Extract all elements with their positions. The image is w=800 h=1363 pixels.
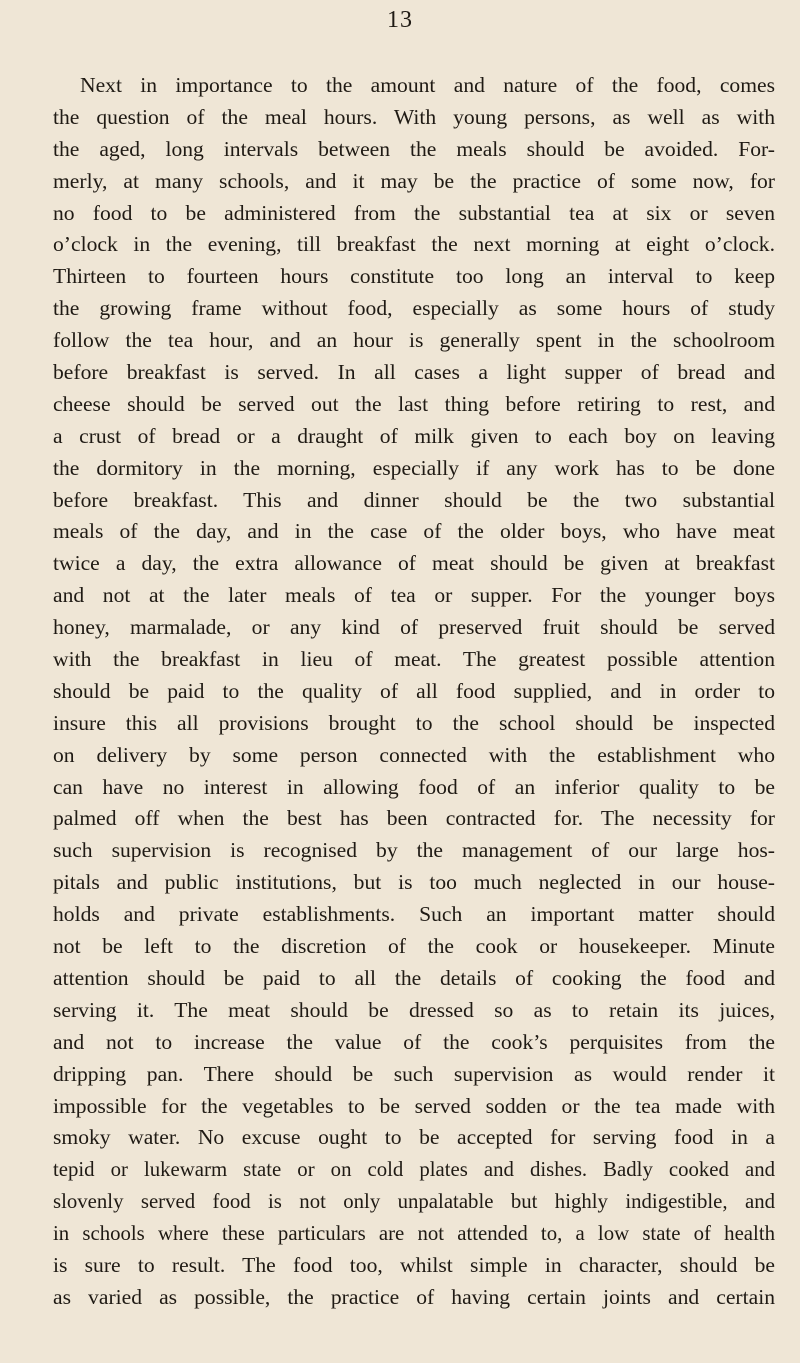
page-number: 13 <box>387 7 413 33</box>
text-line: in schools where these particulars are not attended to, a low state of health <box>53 1222 775 1246</box>
text-line: Thirteen to fourteen hours constitute too long an interval to keep <box>53 264 775 289</box>
text-line: insure this all provisions brought to the school should be inspected <box>53 710 775 735</box>
text-line: dripping pan. There should be such supervision as would render it <box>53 1061 775 1086</box>
text-line: and not at the later meals of tea or supper. For the younger boys <box>53 583 775 608</box>
text-line: and not to increase the value of the cook’s perquisites from the <box>53 1029 775 1054</box>
text-line: meals of the day, and in the case of the older boys, who have meat <box>53 519 775 544</box>
text-line: attention should be paid to all the details of cooking the food and <box>53 965 775 990</box>
text-line: follow the tea hour, and an hour is generally spent in the schoolroom <box>53 328 775 353</box>
text-line: cheese should be served out the last thing before retiring to rest, and <box>53 391 775 416</box>
text-line: tepid or lukewarm state or on cold plates and dishes. Badly cooked and <box>53 1158 775 1182</box>
text-line: is sure to result. The food too, whilst simple in character, should be <box>53 1252 775 1277</box>
text-line: no food to be administered from the substantial tea at six or seven <box>53 200 775 225</box>
text-line: Next in importance to the amount and nature of the food, comes <box>80 73 775 97</box>
text-line: not be left to the discretion of the cook or housekeeper. Minute <box>53 934 775 959</box>
text-line: palmed off when the best has been contracted for. The necessity for <box>53 806 775 831</box>
text-line: the aged, long intervals between the meals should be avoided. For- <box>53 136 775 161</box>
text-line: merly, at many schools, and it may be the practice of some now, for <box>53 168 775 193</box>
text-line: as varied as possible, the practice of having certain joints and certain <box>53 1284 775 1309</box>
text-line: the growing frame without food, especially as some hours of study <box>53 296 775 321</box>
text-line: on delivery by some person connected with the establishment who <box>53 742 775 767</box>
body-text <box>53 70 775 1314</box>
text-line: impossible for the vegetables to be served sodden or the tea made with <box>53 1093 775 1118</box>
text-line: holds and private establishments. Such an important matter should <box>53 902 775 927</box>
text-line: o’clock in the evening, till breakfast the next morning at eight o’clock. <box>53 232 775 257</box>
text-line: such supervision is recognised by the management of our large hos- <box>53 838 775 863</box>
text-line: before breakfast is served. In all cases a light supper of bread and <box>53 360 775 385</box>
text-line: slovenly served food is not only unpalatable but highly indigestible, and <box>53 1190 775 1214</box>
text-line: should be paid to the quality of all food supplied, and in order to <box>53 678 775 703</box>
text-line: honey, marmalade, or any kind of preserved fruit should be served <box>53 615 775 640</box>
text-line: a crust of bread or a draught of milk given to each boy on leaving <box>53 423 775 448</box>
text-line: twice a day, the extra allowance of meat should be given at breakfast <box>53 551 775 576</box>
text-line: smoky water. No excuse ought to be accepted for serving food in a <box>53 1125 775 1150</box>
text-line: serving it. The meat should be dressed so as to retain its juices, <box>53 997 775 1022</box>
text-line: with the breakfast in lieu of meat. The greatest possible attention <box>53 647 775 672</box>
text-line: can have no interest in allowing food of an inferior quality to be <box>53 774 775 799</box>
text-line: before breakfast. This and dinner should be the two substantial <box>53 487 775 512</box>
text-line: the question of the meal hours. With young persons, as well as with <box>53 104 775 129</box>
text-line: the dormitory in the morning, especially if any work has to be done <box>53 455 775 480</box>
text-line: pitals and public institutions, but is too much neglected in our house- <box>53 870 775 895</box>
